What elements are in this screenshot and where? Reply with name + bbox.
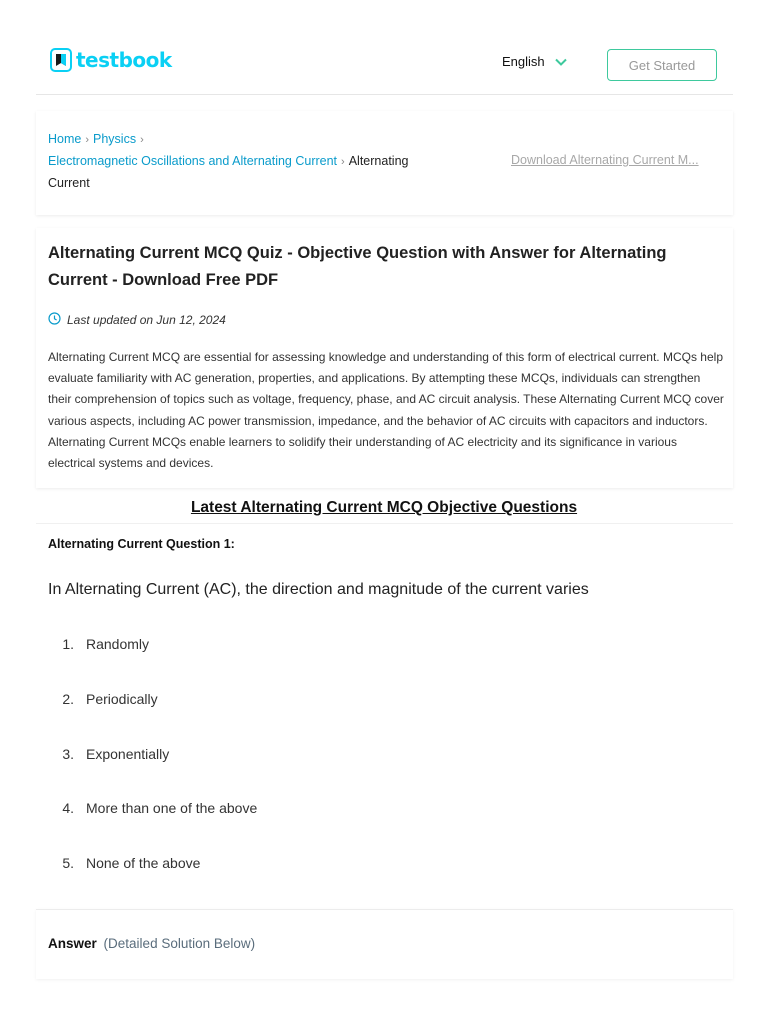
clock-icon: [48, 312, 61, 328]
breadcrumb-separator: ›: [140, 134, 144, 146]
breadcrumb-separator: ›: [341, 156, 345, 168]
last-updated-text: Last updated on Jun 12, 2024: [67, 313, 226, 327]
intro-description: Alternating Current MCQ are essential for assessing knowledge and understanding of this form of electrical current. MCQs help evaluate familiarity with AC generation, properties, and applications. By attempting these MCQs, individuals can strengthen their comprehension of topics such as voltage, frequency, phase, and AC circuit analysis. These Alternating Current MCQ cover various aspects, including AC power transmission, impedance, and the behavior of AC circuits with capacitors and inductors. Alternating Current MCQs enable learners to solidify their understanding of AC electricity and its significance in various electrical systems and devices.: [48, 350, 724, 471]
option-4[interactable]: [60, 800, 257, 816]
last-updated: [48, 312, 226, 328]
option-number: 5.: [62, 855, 74, 871]
question-text: In Alternating Current (AC), the direction and magnitude of the current varies: [48, 581, 589, 598]
answer-label: Answer: [48, 936, 97, 951]
option-5[interactable]: [60, 855, 200, 871]
option-number: 2.: [62, 691, 74, 707]
option-text: Randomly: [86, 636, 150, 652]
logo-text: testbook: [76, 48, 172, 72]
breadcrumb-home[interactable]: Home: [48, 132, 82, 146]
breadcrumb-em-oscillations[interactable]: Electromagnetic Oscillations and Alternating Current: [48, 154, 338, 168]
section-heading: Latest Alternating Current MCQ Objective Questions: [190, 499, 578, 516]
site-header: [36, 28, 733, 95]
option-3[interactable]: [60, 746, 169, 762]
option-text: Exponentially: [86, 746, 170, 762]
option-text: More than one of the above: [86, 800, 258, 816]
question-card: [36, 523, 733, 909]
breadcrumb-separator: ›: [85, 134, 90, 146]
option-text: Periodically: [86, 691, 158, 707]
breadcrumb: [48, 129, 438, 194]
option-2[interactable]: [60, 691, 158, 707]
testbook-logo-icon: [50, 48, 72, 72]
option-text: None of the above: [86, 855, 201, 871]
testbook-logo[interactable]: [50, 48, 172, 72]
language-label: English: [502, 54, 545, 69]
option-number: 1.: [62, 636, 74, 652]
answer-line: [48, 936, 255, 951]
chevron-down-icon: [555, 54, 567, 69]
question-label: Alternating Current Question 1:: [48, 537, 235, 551]
option-number: 3.: [62, 746, 74, 762]
answer-card: [36, 909, 733, 979]
intro-card: [36, 228, 733, 488]
language-selector[interactable]: [502, 54, 567, 69]
get-started-button[interactable]: Get Started: [607, 49, 717, 81]
detailed-solution-link[interactable]: (Detailed Solution Below): [103, 936, 256, 951]
page-title: Alternating Current MCQ Quiz - Objective Question with Answer for Alternating Current - Download Free PDF: [48, 244, 667, 289]
breadcrumb-current: Alternating Current: [48, 154, 409, 190]
breadcrumb-card: [36, 111, 733, 215]
option-1[interactable]: [60, 636, 149, 652]
breadcrumb-physics[interactable]: Physics: [93, 132, 137, 146]
download-pdf-link[interactable]: Download Alternating Current M...: [511, 153, 699, 167]
option-number: 4.: [62, 800, 74, 816]
